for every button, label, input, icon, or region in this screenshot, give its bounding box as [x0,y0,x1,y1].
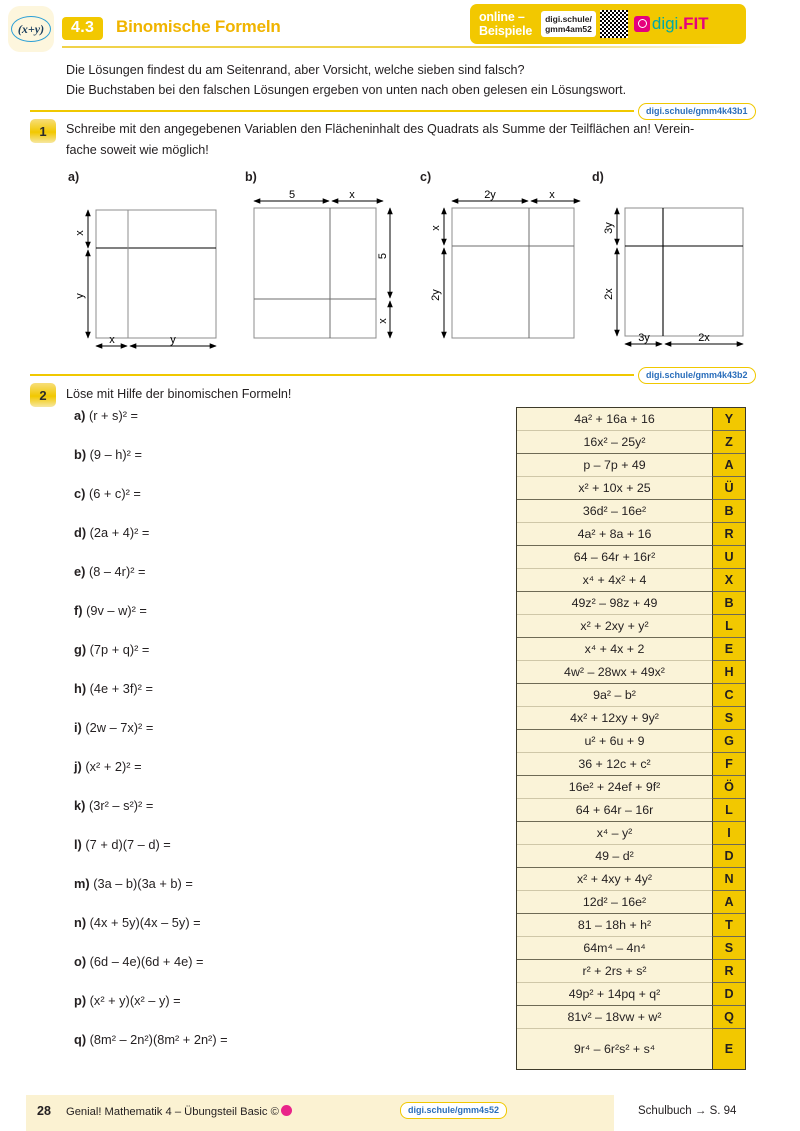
problem-letter-d: d) [74,525,87,540]
problem-expr-g: (7p + q)² = [89,642,150,657]
answer-expression: 16x² – 25y² [517,431,712,454]
table-row[interactable] [517,914,745,937]
answer-expression: x⁴ + 4x² + 4 [517,569,712,592]
answer-expression: 49z² – 98z + 49 [517,592,712,615]
task1-instruction [66,119,756,161]
header-divider [62,46,734,48]
problem-expr-f: (9v – w)² = [86,603,147,618]
answer-letter: L [712,615,745,638]
online-label-line2: Beispiele [479,24,533,38]
digifit-badge-icon [634,16,650,32]
answer-expression: x² + 10x + 25 [517,477,712,500]
answer-letter: Ö [712,776,745,799]
page-footer [0,1095,800,1131]
problem-item-q [74,1032,228,1047]
table-row[interactable] [517,615,745,638]
digifit-word-digi: digi [651,14,679,33]
page-title: Binomische Formeln [116,17,281,36]
problem-letter-l: l) [74,837,82,852]
answer-expression: 9r⁴ – 6r²s² + s⁴ [517,1029,712,1069]
diagram-d-label-left-lower: 2x [603,288,615,300]
table-row[interactable] [517,684,745,707]
online-label-line1: online – [479,10,525,24]
footer-book-title-text: Genial! Mathematik 4 – Übungsteil Basic © [66,1106,279,1118]
publisher-logo-icon [281,1105,292,1116]
table-row[interactable] [517,845,745,868]
table-row[interactable] [517,868,745,891]
table-row[interactable] [517,477,745,500]
answer-letter: U [712,546,745,569]
problem-item-m [74,876,193,891]
answer-expression: 4a² + 8a + 16 [517,523,712,546]
answer-letter: L [712,799,745,822]
chapter-icon [8,6,54,52]
answer-expression: 81v² – 18vw + w² [517,1006,712,1029]
answer-expression: 4x² + 12xy + 9y² [517,707,712,730]
answer-expression: x⁴ + 4x + 2 [517,638,712,661]
table-row[interactable] [517,730,745,753]
task2-code-badge[interactable]: digi.schule/gmm4k43b2 [638,367,756,384]
problem-item-o [74,954,203,969]
footer-reference: Schulbuch → S. 94 [638,1105,737,1117]
answer-letter: A [712,891,745,914]
table-row[interactable] [517,661,745,684]
answer-expression: 81 – 18h + h² [517,914,712,937]
diagram-d [617,208,743,344]
answer-letter: S [712,937,745,960]
task-number-2: 2 [30,383,56,407]
answer-letter: R [712,523,745,546]
table-row[interactable] [517,776,745,799]
table-row[interactable] [517,960,745,983]
table-row[interactable] [517,707,745,730]
table-row[interactable] [517,753,745,776]
diagram-c [444,201,580,338]
problem-letter-e: e) [74,564,86,579]
answer-letter: I [712,822,745,845]
answer-letter: S [712,707,745,730]
problem-item-p [74,993,181,1008]
problem-expr-o: (6d – 4e)(6d + 4e) = [89,954,204,969]
problem-expr-m: (3a – b)(3a + b) = [93,876,193,891]
online-code-line2: gmm4am52 [545,24,592,34]
answer-letter: N [712,868,745,891]
diagram-b-label-top-left: 5 [288,189,296,201]
diagram-d-label-bottom-left: 3y [638,332,650,344]
diagram-a-label-bottom-left: x [109,334,115,346]
answer-letter: Ü [712,477,745,500]
table-row[interactable] [517,500,745,523]
problem-letter-n: n) [74,915,87,930]
problem-item-g [74,642,149,657]
table-row[interactable] [517,638,745,661]
diagram-a [88,210,216,346]
problem-expr-c: (6 + c)² = [88,486,141,501]
problem-letter-h: h) [74,681,87,696]
answer-options-table [516,407,746,1070]
answer-letter: Z [712,431,745,454]
diagram-b [254,201,390,338]
answer-letter: A [712,454,745,477]
task1-instruction-line1: Schreibe mit den angegebenen Variablen den Flächeninhalt des Quadrats als Summe der Teilflächen an! Verein- [66,122,695,136]
problem-expr-h: (4e + 3f)² = [89,681,153,696]
problem-expr-k: (3r² – s²)² = [88,798,154,813]
diagram-d-label-bottom-right: 2x [698,332,710,344]
task1-diagrams [0,168,800,353]
table-row[interactable] [517,822,745,845]
diagram-b-label-top-right: x [349,189,355,201]
problem-item-b [74,447,142,462]
answer-letter: T [712,914,745,937]
task1-divider [30,110,634,112]
answer-letter: H [712,661,745,684]
task1-instruction-line2: fache soweit wie möglich! [66,143,209,157]
problem-letter-i: i) [74,720,82,735]
problem-expr-i: (2w – 7x)² = [85,720,154,735]
online-code-line1: digi.schule/ [545,14,592,24]
diagram-a-label-bottom-right: y [170,334,176,346]
page-number: 28 [37,1104,51,1118]
answer-expression: 9a² – b² [517,684,712,707]
problem-letter-k: k) [74,798,86,813]
table-row[interactable] [517,937,745,960]
table-row[interactable] [517,799,745,822]
online-examples-label [479,10,532,38]
answer-letter: B [712,500,745,523]
diagram-label-b: b) [245,170,257,184]
problem-item-f [74,603,147,618]
table-row[interactable] [517,891,745,914]
diagram-b-label-right-lower: x [377,318,389,324]
digifit-logo [634,14,709,34]
answer-expression: x² + 4xy + 4y² [517,868,712,891]
answer-expression: 64 – 64r + 16r² [517,546,712,569]
answer-expression: r² + 2rs + s² [517,960,712,983]
answer-expression: 4w² – 28wx + 49x² [517,661,712,684]
chapter-icon-label: (x+y) [11,16,51,42]
problem-expr-l: (7 + d)(7 – d) = [85,837,171,852]
answer-expression: 36d² – 16e² [517,500,712,523]
table-row[interactable] [517,546,745,569]
diagram-a-label-left-upper: x [74,230,86,236]
table-row[interactable] [517,408,745,431]
answer-expression: p – 7p + 49 [517,454,712,477]
table-row[interactable] [517,983,745,1006]
task2-instruction: Löse mit Hilfe der binomischen Formeln! [66,387,292,401]
online-code [541,11,596,37]
diagram-c-label-top-right: x [549,189,555,201]
chapter-number: 4.3 [62,17,103,40]
footer-code-badge[interactable]: digi.schule/gmm4s52 [400,1102,507,1119]
diagram-c-label-left-lower: 2y [430,289,442,301]
diagram-b-label-right-upper: 5 [377,252,389,260]
answer-expression: x⁴ – y² [517,822,712,845]
footer-book-title [66,1105,292,1118]
problem-item-k [74,798,153,813]
answer-letter: C [712,684,745,707]
problem-item-i [74,720,153,735]
problem-expr-q: (8m² – 2n²)(8m² + 2n²) = [89,1032,228,1047]
answer-expression: 49p² + 14pq + q² [517,983,712,1006]
answer-expression: 12d² – 16e² [517,891,712,914]
answer-letter: Y [712,408,745,431]
qr-code-icon[interactable] [600,10,628,38]
problem-letter-m: m) [74,876,90,891]
problem-item-d [74,525,149,540]
diagram-c-label-top-left: 2y [484,189,496,201]
problem-letter-c: c) [74,486,86,501]
answer-expression: x² + 2xy + y² [517,615,712,638]
table-row[interactable] [517,569,745,592]
task2-divider [30,374,634,376]
table-row[interactable] [517,1029,745,1069]
answer-letter: B [712,592,745,615]
answer-letter: G [712,730,745,753]
diagram-d-label-left-upper: 3y [603,222,615,234]
diagram-a-label-left-lower: y [74,293,86,299]
answer-expression: 4a² + 16a + 16 [517,408,712,431]
problem-letter-j: j) [74,759,82,774]
problem-item-e [74,564,146,579]
problem-letter-g: g) [74,642,87,657]
problem-expr-j: (x² + 2)² = [85,759,142,774]
problem-item-n [74,915,201,930]
page-header [0,0,800,58]
diagram-label-a: a) [68,170,80,184]
problem-item-c [74,486,141,501]
intro-text [66,60,756,100]
answer-letter: X [712,569,745,592]
table-row[interactable] [517,454,745,477]
digifit-word-fit: .FIT [678,14,709,33]
problem-expr-b: (9 – h)² = [89,447,142,462]
answer-expression: 64m⁴ – 4n⁴ [517,937,712,960]
answer-letter: D [712,845,745,868]
answer-expression: 49 – d² [517,845,712,868]
answer-expression: u² + 6u + 9 [517,730,712,753]
answer-letter: F [712,753,745,776]
table-row[interactable] [517,431,745,454]
task-number-1: 1 [30,119,56,143]
problem-letter-q: q) [74,1032,87,1047]
problem-item-l [74,837,171,852]
problem-item-h [74,681,153,696]
problem-item-a [74,408,138,423]
diagram-label-d: d) [592,170,604,184]
problem-expr-n: (4x + 5y)(4x – 5y) = [89,915,201,930]
problem-expr-e: (8 – 4r)² = [88,564,146,579]
intro-line-2: Die Buchstaben bei den falschen Lösungen ergeben von unten nach oben gelesen ein Lösungswort. [66,83,627,97]
table-row[interactable] [517,523,745,546]
answer-expression: 16e² + 24ef + 9f² [517,776,712,799]
task1-code-badge[interactable]: digi.schule/gmm4k43b1 [638,103,756,120]
diagram-label-c: c) [420,170,432,184]
problem-letter-o: o) [74,954,87,969]
table-row[interactable] [517,1006,745,1029]
answer-letter: D [712,983,745,1006]
intro-line-1: Die Lösungen findest du am Seitenrand, aber Vorsicht, welche sieben sind falsch? [66,63,525,77]
online-examples-box[interactable] [470,4,746,44]
diagram-c-label-left-upper: x [430,225,442,231]
answer-expression: 64 + 64r – 16r [517,799,712,822]
answer-letter: R [712,960,745,983]
answer-letter: E [712,1029,745,1069]
answer-expression: 36 + 12c + c² [517,753,712,776]
problem-expr-a: (r + s)² = [88,408,139,423]
problem-letter-b: b) [74,447,87,462]
problem-expr-p: (x² + y)(x² – y) = [89,993,181,1008]
answer-letter: Q [712,1006,745,1029]
answer-letter: E [712,638,745,661]
problem-letter-p: p) [74,993,87,1008]
table-row[interactable] [517,592,745,615]
problem-letter-a: a) [74,408,86,423]
problem-letter-f: f) [74,603,83,618]
problem-expr-d: (2a + 4)² = [89,525,150,540]
problem-item-j [74,759,142,774]
